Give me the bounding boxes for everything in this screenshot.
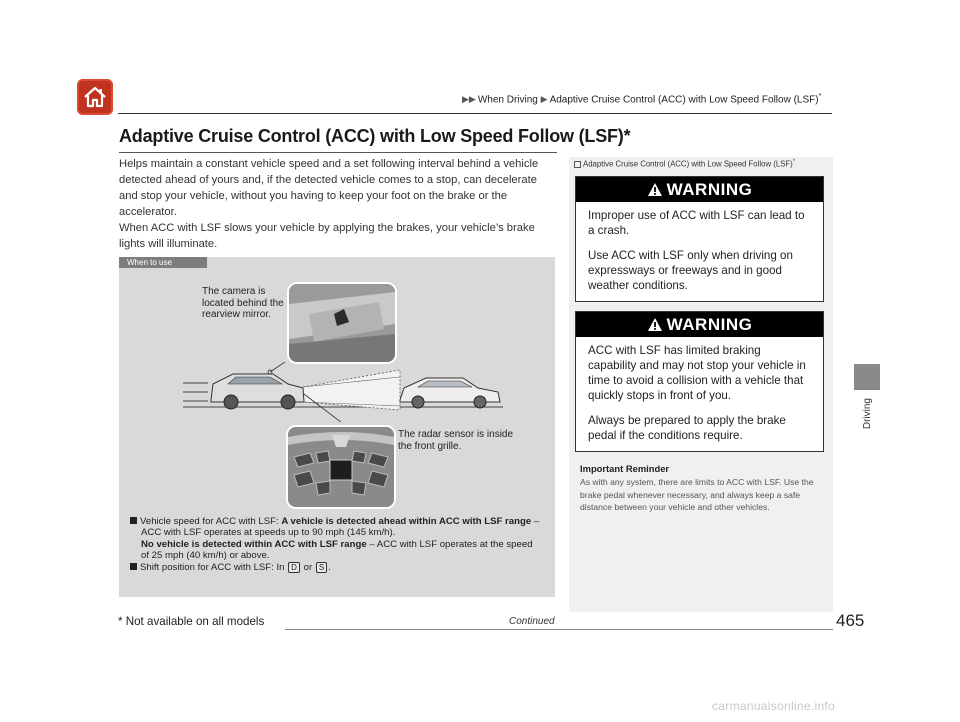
vehicle-detected-condition: A vehicle is detected ahead within ACC with LSF range bbox=[281, 516, 532, 527]
home-icon bbox=[82, 84, 108, 110]
camera-caption: The camera is located behind the rearview mirror. bbox=[202, 286, 284, 320]
intro-text bbox=[119, 156, 555, 252]
vehicle-detection-illustration bbox=[178, 362, 506, 422]
warning-text: Always be prepared to apply the brake pedal if the conditions require. bbox=[588, 414, 786, 442]
bullet-square-icon bbox=[130, 563, 137, 570]
home-button[interactable] bbox=[77, 79, 113, 115]
radar-caption: The radar sensor is inside the front grille. bbox=[398, 429, 514, 452]
shift-key-s: S bbox=[316, 562, 327, 573]
important-reminder-title: Important Reminder bbox=[580, 463, 670, 474]
page-number: 465 bbox=[836, 611, 865, 630]
breadcrumb-arrow-icon: ▶▶ bbox=[462, 94, 476, 105]
footer-divider bbox=[285, 629, 833, 630]
figure-notes bbox=[130, 516, 542, 573]
camera-location-image bbox=[287, 282, 397, 364]
sidebar-heading: Adaptive Cruise Control (ACC) with Low Speed Follow (LSF)* bbox=[574, 159, 795, 169]
bullet-square-icon bbox=[130, 517, 137, 524]
warning-header: WARNING bbox=[576, 312, 823, 337]
important-reminder-text: As with any system, there are limits to ACC with LSF. Use the brake pedal whenever necessary, and always keep a safe distance between your vehicle and other vehicles. bbox=[580, 477, 814, 513]
breadcrumb-item-when-driving[interactable]: When Driving bbox=[477, 94, 538, 106]
breadcrumb-arrow-icon: ▶ bbox=[540, 94, 548, 105]
speed-note: Vehicle speed for ACC with LSF: A vehicle is detected ahead within ACC with LSF range – ACC with LSF operates at speeds up to 90 mph (145 km/h). No vehicle is detected within ACC with LSF range – ACC with LSF operates at the speed of 25 mph (40 km/h) or above. bbox=[130, 516, 542, 562]
warning-text: Use ACC with LSF only when driving on expressways or freeways and in good weather conditions. bbox=[588, 249, 793, 292]
warning-triangle-icon bbox=[647, 317, 663, 332]
warning-triangle-icon bbox=[647, 182, 663, 197]
when-to-use-tag: When to use bbox=[119, 257, 207, 268]
header-divider bbox=[118, 113, 832, 114]
breadcrumb-asterisk: * bbox=[818, 93, 822, 100]
shift-note: Shift position for ACC with LSF: In D or S . bbox=[130, 562, 542, 573]
breadcrumb bbox=[462, 93, 821, 105]
page-title: Adaptive Cruise Control (ACC) with Low Speed Follow (LSF)* bbox=[119, 126, 631, 146]
section-tab-label: Driving bbox=[862, 398, 873, 430]
breadcrumb-item-acc[interactable]: Adaptive Cruise Control (ACC) with Low Speed Follow (LSF) bbox=[549, 94, 819, 106]
intro-paragraph: Helps maintain a constant vehicle speed and a set following interval behind a vehicle detected ahead of yours and, if the detected vehicle comes to a stop, can decelerate and stop your vehicle, without you having to keep your foot on the brake or the accelerator. bbox=[119, 158, 539, 218]
warning-header: WARNING bbox=[576, 177, 823, 202]
title-divider bbox=[119, 152, 557, 153]
radar-location-image bbox=[286, 425, 396, 509]
warning-box bbox=[575, 311, 824, 452]
note-icon bbox=[574, 161, 581, 168]
intro-paragraph: When ACC with LSF slows your vehicle by applying the brakes, your vehicle’s brake lights will illuminate. bbox=[119, 222, 535, 250]
warning-text: ACC with LSF has limited braking capability and may not stop your vehicle in time to avoid a collision with a vehicle that quickly stops in front of you. bbox=[588, 344, 806, 402]
watermark: carmanualsonline.info bbox=[712, 699, 836, 713]
warning-box bbox=[575, 176, 824, 302]
shift-key-d: D bbox=[288, 562, 300, 573]
no-vehicle-condition: No vehicle is detected within ACC with LSF range bbox=[141, 538, 367, 550]
warning-text: Improper use of ACC with LSF can lead to a crash. bbox=[588, 209, 805, 237]
section-tab-marker bbox=[854, 364, 880, 390]
continued-label: Continued bbox=[509, 616, 555, 627]
footnote: * Not available on all models bbox=[118, 615, 265, 628]
